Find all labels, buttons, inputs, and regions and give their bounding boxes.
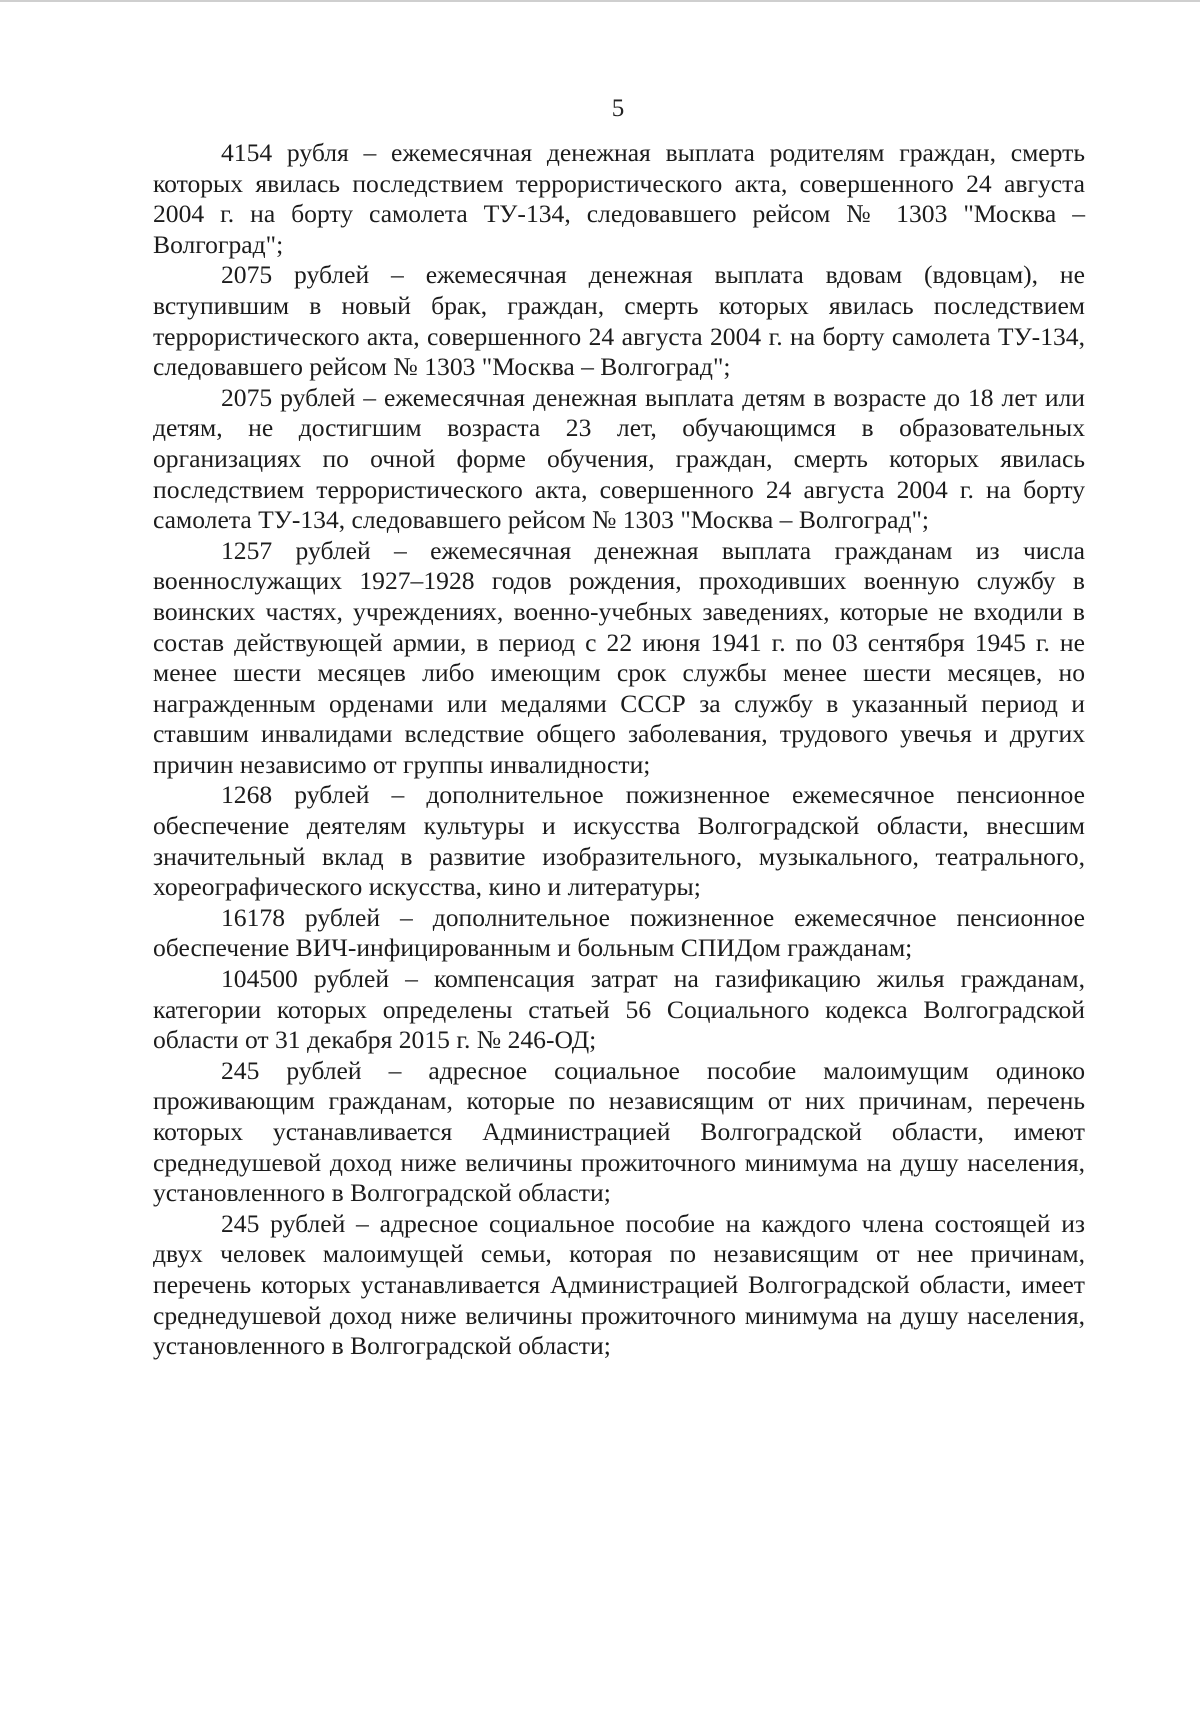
- paragraph-widows-payment: 2075 рублей – ежемесячная денежная выплата вдовам (вдовцам), не вступившим в новый брак, граждан, смерть которых явилась последствием террористического акта, совершенного 24 августа 2004 г. на борту самолета ТУ-134, следовавшего рейсом № 1303 "Москва – Волгоград";: [153, 260, 1085, 382]
- paragraph-children-payment: 2075 рублей – ежемесячная денежная выплата детям в возрасте до 18 лет или детям, не достигшим возраста 23 лет, обучающимся в образовательных организациях по очной форме обучения, граждан, смерть которых явилась последствием террористического акта, совершенного 24 августа 2004 г. на борту самолета ТУ-134, следовавшего рейсом № 1303 "Москва – Волгоград";: [153, 382, 1085, 535]
- paragraph-servicemen-payment: 1257 рублей – ежемесячная денежная выплата гражданам из числа военнослужащих 1927–1928 годов рождения, проходивших военную службу в воинских частях, учреждениях, военно-учебных заведениях, которые не входили в состав действующей армии, в период с 22 июня 1941 г. по 03 сентября 1945 г. не менее шести месяцев либо имеющим срок службы менее шести месяцев, но награжденным орденами или медалями СССР за службу в указанный период и ставшим инвалидами вследствие общего заболевания, трудового увечья и других причин независимо от группы инвалидности;: [153, 535, 1085, 779]
- paragraph-single-low-income-allowance: 245 рублей – адресное социальное пособие малоимущим одиноко проживающим гражданам, которые по независящим от них причинам, перечень которых устанавливается Администрацией Волгоградской области, имеют среднедушевой доход ниже величины прожиточного минимума на душу населения, установленного в Волгоградской области;: [153, 1055, 1085, 1208]
- paragraph-family-low-income-allowance: 245 рублей – адресное социальное пособие на каждого члена состоящей из двух человек малоимущей семьи, которая по независящим от нее причинам, перечень которых устанавливается Администрацией Волгоградской области, имеет среднедушевой доход ниже величины прожиточного минимума на душу населения, установленного в Волгоградской области;: [153, 1208, 1085, 1361]
- paragraph-culture-pension: 1268 рублей – дополнительное пожизненное ежемесячное пенсионное обеспечение деятелям культуры и искусства Волгоградской области, внесшим значительный вклад в развитие изобразительного, музыкального, театрального, хореографического искусства, кино и литературы;: [153, 780, 1085, 902]
- paragraph-gasification-compensation: 104500 рублей – компенсация затрат на газификацию жилья гражданам, категории которых определены статьей 56 Социального кодекса Волгоградской области от 31 декабря 2015 г. № 246-ОД;: [153, 964, 1085, 1055]
- paragraph-parents-payment: 4154 рубля – ежемесячная денежная выплата родителям граждан, смерть которых явилась последствием террористического акта, совершенного 24 августа 2004 г. на борту самолета ТУ-134, следовавшего рейсом № 1303 "Москва – Волгоград";: [153, 138, 1085, 259]
- page-top-edge: [0, 0, 1200, 2]
- paragraph-hiv-pension: 16178 рублей – дополнительное пожизненное ежемесячное пенсионное обеспечение ВИЧ-инфицированным и больным СПИДом гражданам;: [153, 902, 1085, 963]
- page-number: 5: [611, 95, 625, 122]
- document-body: [153, 138, 1085, 1362]
